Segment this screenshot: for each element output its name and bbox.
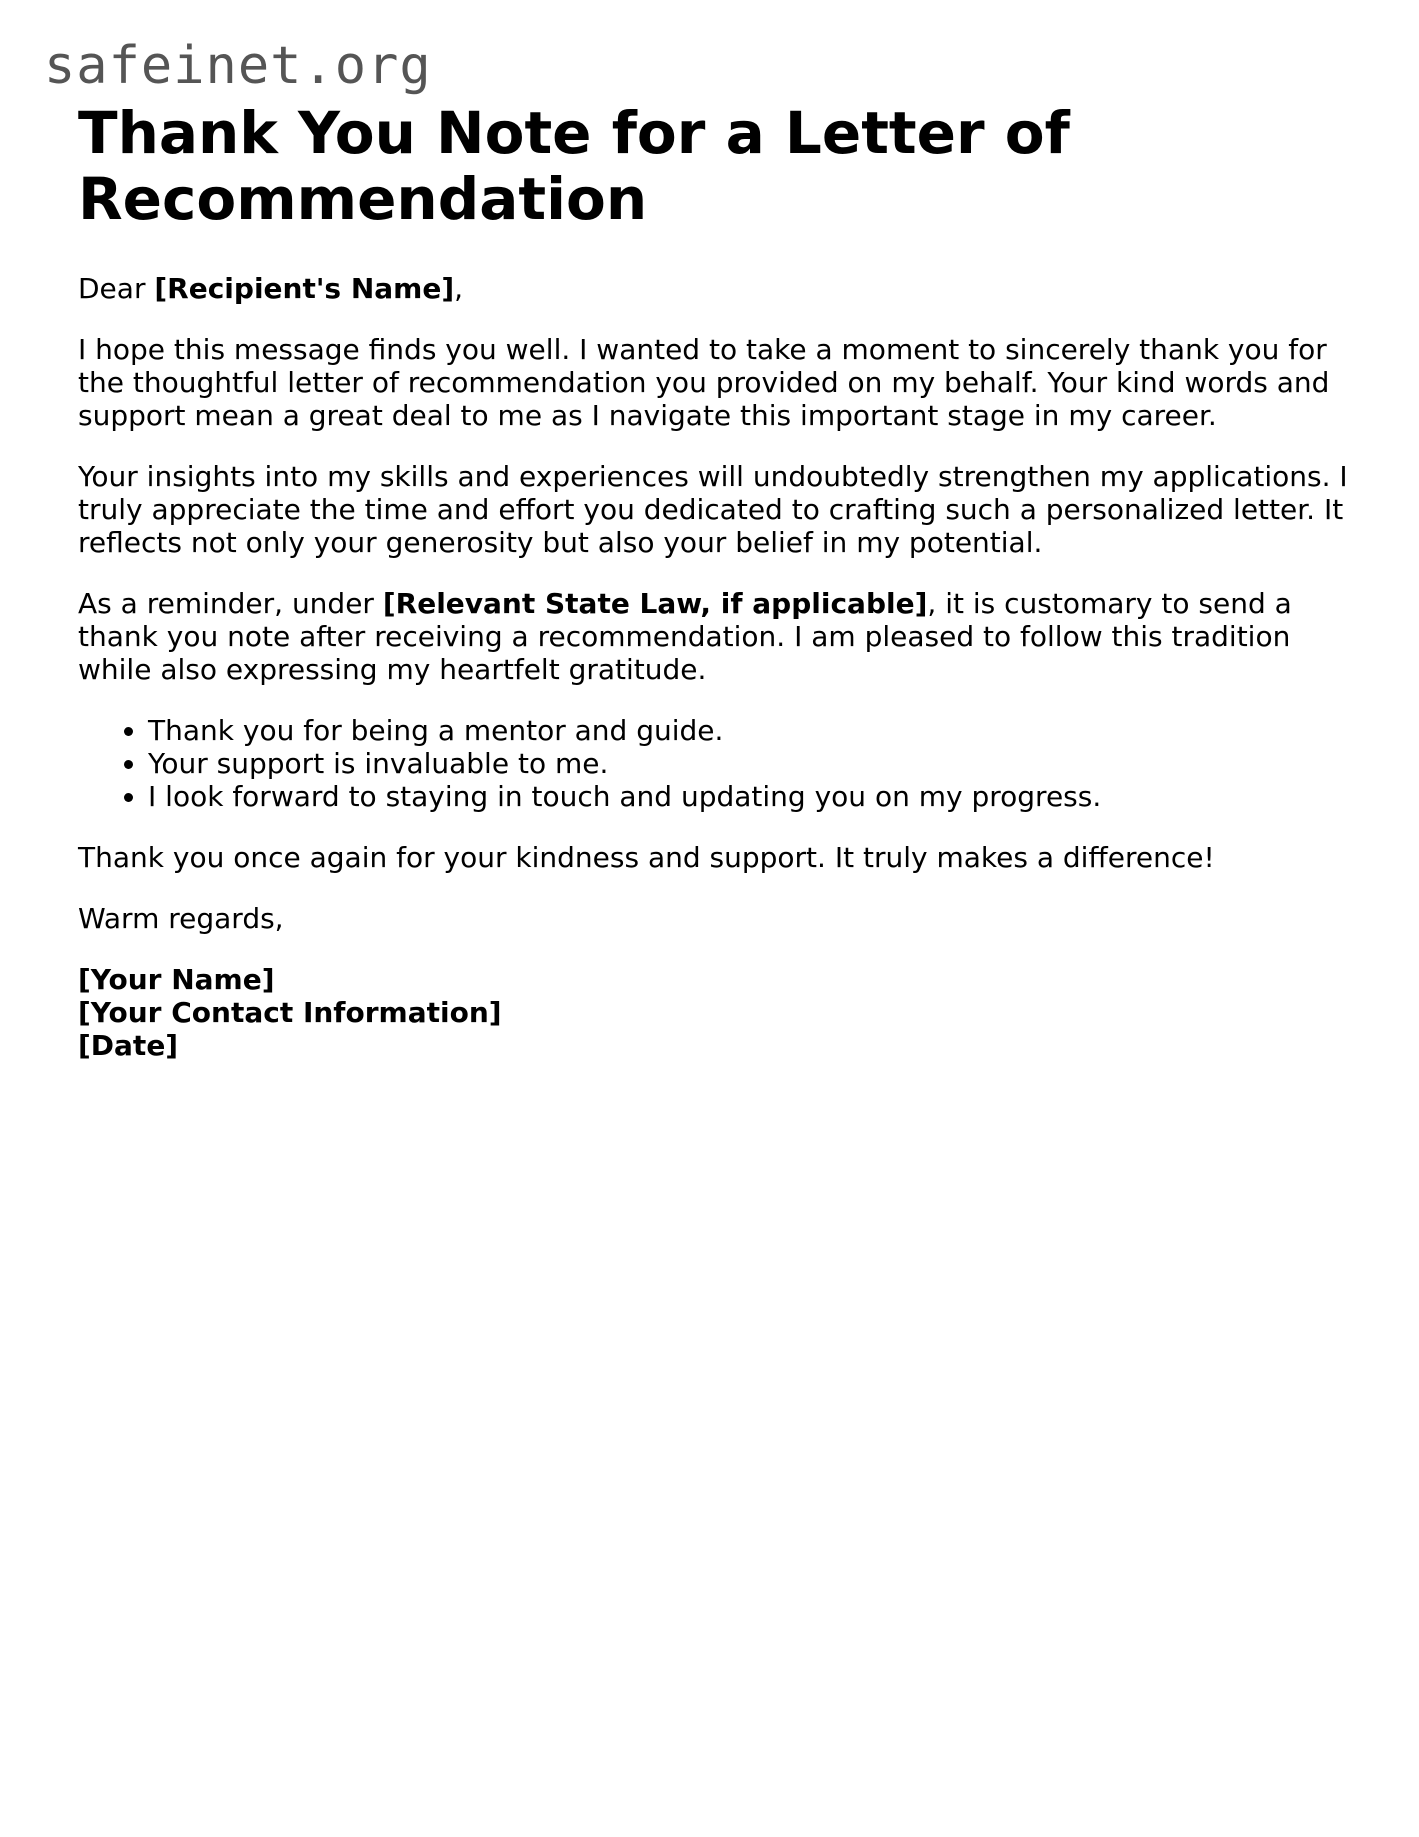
list-item: • Thank you for being a mentor and guide. (148, 714, 1348, 747)
salutation-prefix: Dear (78, 272, 155, 305)
list-item: • Your support is invaluable to me. (148, 747, 1348, 780)
signature-name: [Your Name] (78, 963, 275, 996)
salutation (78, 272, 1348, 305)
state-law-placeholder: [Relevant State Law, if applicable] (382, 587, 928, 620)
salutation-suffix: , (454, 272, 464, 305)
watermark: safeinet.org (44, 36, 432, 96)
signature-contact: [Your Contact Information] (78, 996, 502, 1029)
letter-document (78, 100, 1348, 1062)
recipient-name-placeholder: [Recipient's Name] (154, 272, 455, 305)
signature-block (78, 963, 1348, 1062)
list-item: • I look forward to staying in touch and updating you on my progress. (148, 780, 1348, 813)
reminder-text-after: , it is customary to send a thank you note after receiving a recommendation. I am pleased to follow this tradition while also expressing my heartfelt gratitude. (78, 587, 1292, 686)
gratitude-list (78, 714, 1348, 813)
paragraph-reminder (78, 587, 1348, 686)
paragraph-intro: I hope this message finds you well. I wanted to take a moment to sincerely thank you for the thoughtful letter of recommendation you provided on my behalf. Your kind words and support mean a great deal to me as I navigate this important stage in my career. (78, 333, 1330, 432)
paragraph-appreciation: Your insights into my skills and experiences will undoubtedly strengthen my applications. I truly appreciate the time and effort you dedicated to crafting such a personalized letter. It reflects not only your generosity but also your belief in my potential. (78, 460, 1348, 559)
paragraph-closing: Thank you once again for your kindness and support. It truly makes a difference! (78, 841, 1215, 874)
reminder-text-before: As a reminder, under (78, 587, 383, 620)
signature-date: [Date] (78, 1029, 179, 1062)
page-title: Thank You Note for a Letter of Recommendation (78, 99, 1070, 233)
signoff: Warm regards, (78, 902, 284, 935)
